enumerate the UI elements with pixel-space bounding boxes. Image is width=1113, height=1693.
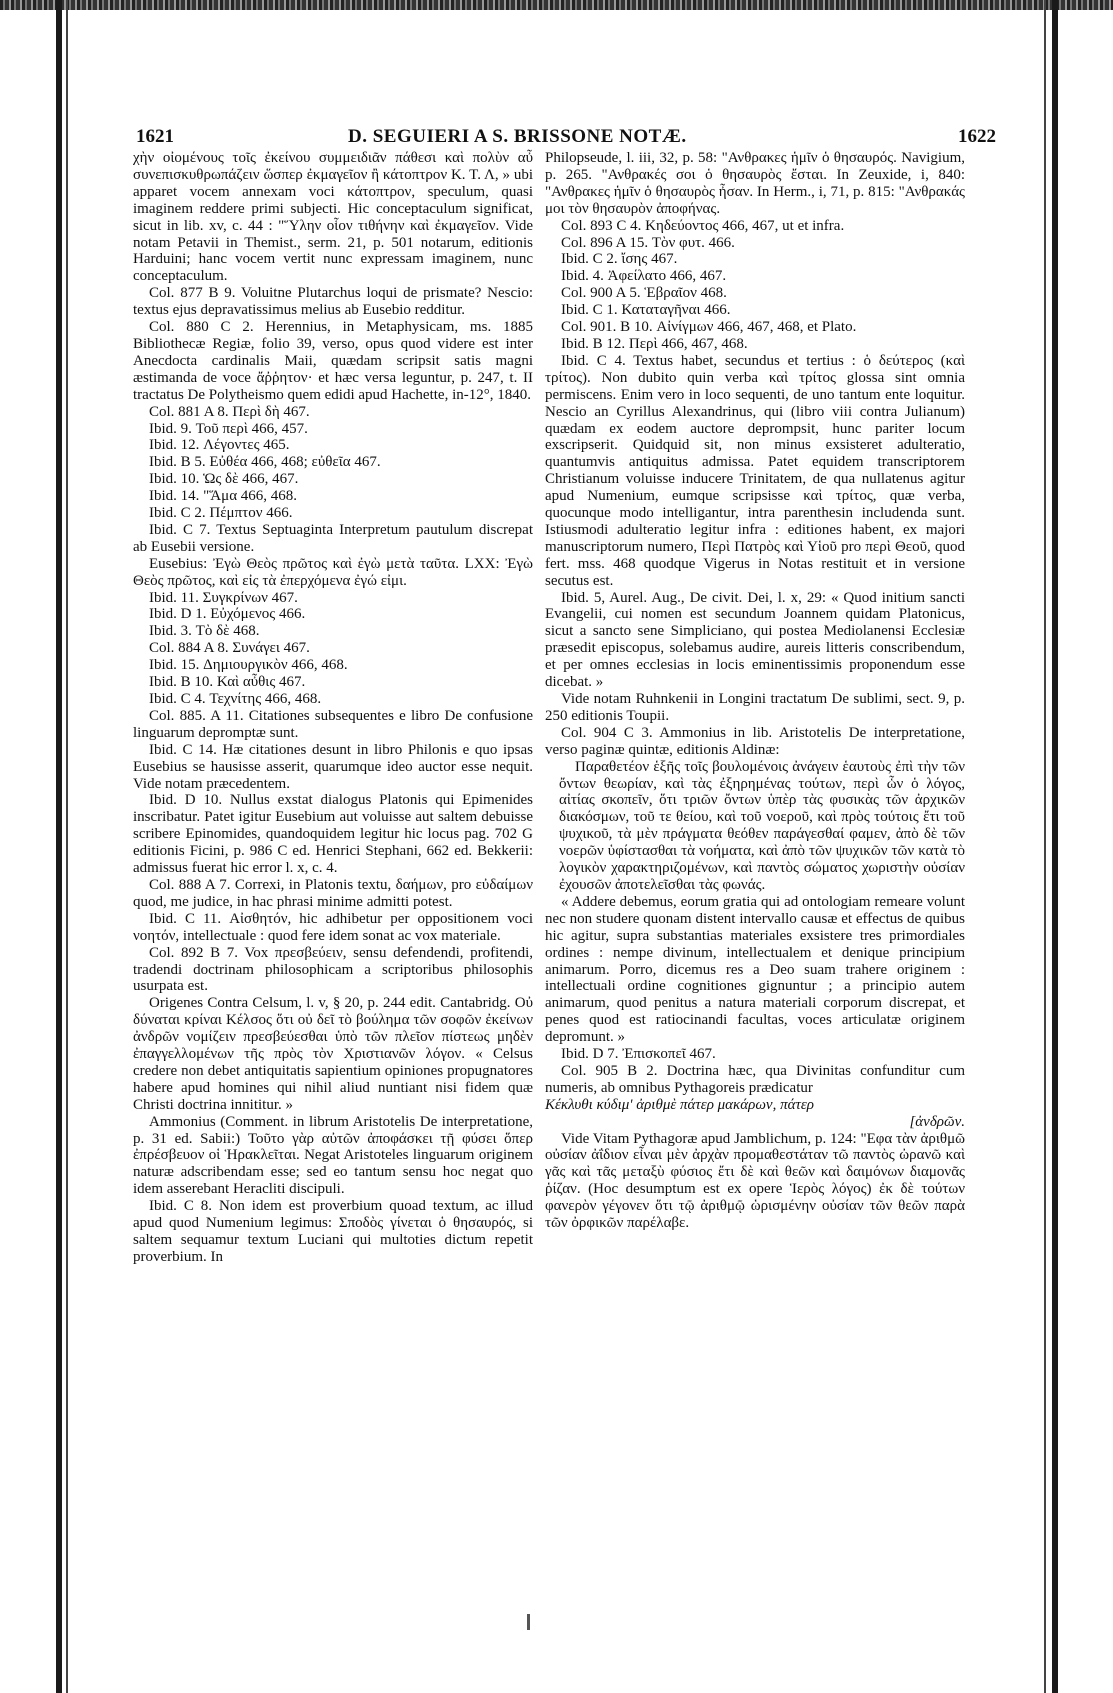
note-entry: Ibid. D 1. Εὐχόμενος 466. xyxy=(149,606,306,623)
note-entry: Col. 884 A 8. Συνάγει 467. xyxy=(149,640,310,657)
note-entry: Ibid. 11. Συγκρίνων 467. xyxy=(149,589,298,606)
note-entry: Col. 881 A 8. Περὶ δὴ 467. xyxy=(149,403,310,420)
scan-border-right-inner xyxy=(1044,0,1046,1693)
note-entry: Ibid. C 4. Τεχνίτης 466, 468. xyxy=(149,691,322,707)
paragraph: Col. 904 C 3. Ammonius in lib. Aristotelis De interpretatione, verso paginæ quintæ, editionis Aldinæ: xyxy=(545,724,965,758)
note-entry: Ibid. D 7. Ἐπισκοπεῖ 467. xyxy=(561,1046,716,1063)
note-entry: Col. 893 C 4. Κηδεύοντος 466, 467, ut et infra. xyxy=(561,217,845,234)
paragraph: Ibid. D 10. Nullus exstat dialogus Platonis qui Epimenides inscribatur. Patet igitur Eusebium aut voluisse aut saltem debuisse scribere Epinomides, quandoquidem legitur hic locus pag. 702 G editionis Ficini, p. 986 C ed. Henrici Stephani, 662 ed. Bekkerii: admissus fuerat hic error l. x, c. 4. xyxy=(133,792,533,877)
paragraph: Ibid. 5, Aurel. Aug., De civit. Dei, l. x, 29: « Quod initium sancti Evangelii, cui nomen est secundum Joannem quidam Platonicus, sicut a sancto sene Simpliciano, qui postea Mediolanensi Ecclesiæ præsedit episcopus, solebamus audire, aureis litteris conscribendum, et per omnes ecclesias in locis eminentissimis proponendum esse dicebat. » xyxy=(545,589,965,691)
scan-border-right xyxy=(1052,0,1058,1693)
note-entry: Col. 900 A 5. Ἑβραῖον 468. xyxy=(561,285,727,302)
note-entry: Ibid. 3. Τὸ δὲ 468. xyxy=(149,623,260,640)
paragraph: Origenes Contra Celsum, l. v, § 20, p. 244 edit. Cantabridg. Οὐ δύναται κρίναι Κέλσος ὅτι οὐ δεῖ τὸ βούλημα τῶν σοφῶν ἐκείνων ἀνδρῶν νομίζειν πρεσβεύεσθαι ὑπὸ τῶν πλεῖον πίστεως μηδὲν ἐπαγγελλομένων τῆς πρὸς τὸν Χριστιανῶν λόγον. « Celsus credere non debet antiquitatis sapientium opiniones propugnatores habere apud homines qui nihil aliud nuntiant nisi fidem quæ Christi doctrina innititur. » xyxy=(133,995,533,1113)
scan-edge-top xyxy=(0,0,1113,10)
paragraph: Ibid. C 8. Non idem est proverbium quoad textum, ac illud apud quod Numenium legimus: Σποδὸς γίνεται ὁ θησαυρός, si saltem sequamur textum Luciani qui multoties dictum repetit proverbium. In xyxy=(133,1198,533,1265)
running-title: D. SEGUIERI A S. BRISSONE NOTÆ. xyxy=(348,126,687,147)
paragraph: Eusebius: Ἐγὼ Θεὸς πρῶτος καὶ ἐγὼ μετὰ ταῦτα. LXX: Ἐγὼ Θεὸς πρῶτος, καὶ εἰς τὰ ἐπερχόμενα ἐγώ εἰμι. xyxy=(133,555,533,589)
running-header xyxy=(120,126,996,152)
paragraph: Col. 888 A 7. Correxi, in Platonis textu, δαήμων, pro εὐδαίμων quod, me judice, in hac phrasi minime admitti potest. xyxy=(133,876,533,910)
note-entry: Ibid. C 1. Καταταγῆναι 466. xyxy=(561,302,731,319)
note-entry: Col. 896 A 15. Τὸν φυτ. 466. xyxy=(561,234,735,251)
paragraph: Philopseude, l. iii, 32, p. 58: "Ανθρακες ἡμῖν ὁ θησαυρός. Navigium, p. 265. "Ανθρακές σοι ὁ θησαυρὸς ἔσται. In Zeuxide, i, 840: "Ανθρακες ἡμῖν ὁ θησαυρὸς ἦσαν. In Herm., i, 71, p. 815: "Ανθρακάς μοι τὸν θησαυρὸν ἀποφήνας. xyxy=(545,150,965,217)
note-entry: Ibid. 14. "Ἅμα 466, 468. xyxy=(149,488,298,505)
verse-line: Κέκλυθι κύδιμ' ἀριθμὲ πάτερ μακάρων, πάτερ xyxy=(545,1096,814,1113)
left-column-number: 1621 xyxy=(136,126,174,147)
scan-border-left-inner xyxy=(66,0,68,1693)
paragraph: Col. 880 C 2. Herennius, in Metaphysicam, ms. 1885 Bibliothecæ Regiæ, folio 39, verso, opus quod videre est inter Anecdocta cardinalis Maii, quædam scripsit satis magni æstimanda de voce ἄῤῥητον· et hæc versa leguntur, p. 247, t. II tractatus De Polytheismo quem edidi apud Hachette, in-12°, 1840. xyxy=(133,319,533,403)
paragraph: Col. 877 B 9. Voluitne Plutarchus loqui de prismate? Nescio: textus ejus depravatissimus melius ab Eusebio redditur. xyxy=(133,285,533,319)
verse-continuation: [ἀνδρῶν. xyxy=(909,1113,965,1130)
note-entry: Ibid. 12. Λέγοντες 465. xyxy=(149,437,290,454)
note-entry: Ibid. B 5. Εὐθέα 466, 468; εὐθεῖα 467. xyxy=(149,454,381,471)
note-entry: Ibid. C 2. ἴσης 467. xyxy=(561,251,678,268)
note-entry: Ibid. B 10. Καὶ αὖθις 467. xyxy=(149,674,306,691)
greek-quotation: Παραθετέον ἑξῆς τοῖς βουλομένοις ἀνάγειν ἑαυτοὺς ἐπὶ τὴν τῶν ὄντων θεωρίαν, καὶ τὰς ἐξηρημένας τούτων, περὶ ὧν ὁ λόγος, αἰτίας σκοπεῖν, ὅτι τριῶν ὄντων ὑπὲρ τὰς φυσικὰς τῶν ἀρχικῶν διακόσμων, τοῦ τε θείου, καὶ τοῦ νοεροῦ, καὶ πρὸς τούτοις ἔτι τοῦ ψυχικοῦ, τὰ μὲν πράγματα θεόθεν παράγεσθαί φαμεν, ἀπὸ δὲ τῶν νοερῶν ὑφίστασθαι τὰ νοήματα, καὶ ἀπὸ τῶν ψυχικῶν τῶν κατὰ τὸ λογικὸν χαρακτηριζομένων, καὶ παντὸς σώματος χωριστὴν οὐσίαν ἐχουσῶν ἀποτελεῖσθαι τὰς φωνάς. xyxy=(559,758,965,893)
paragraph: χὴν οἰομένους τοῖς ἐκείνου συμμειδιᾶν πάθεσι καὶ πολὺν αὖ συνεπισκυθρωπάζειν ὥσπερ ἐκμαγεῖον ἢ κάτοπτρον Κ. Τ. Λ, » ubi apparet vocem annexam voci κάτοπτρον, speculum, quasi imaginem reddere primi subjecti. Hic conceptaculum significat, sicut in lib. xv, c. 44 : "Ὕλην οἷον τιθήνην καὶ ἐκμαγεῖον. Vide notam Petavii in Themist., serm. 21, p. 501 notarum, editionis Harduini; hanc vocem vertit nunc expressam imaginem, nunc conceptaculum. xyxy=(133,150,533,285)
left-column xyxy=(133,150,533,1266)
paragraph: Ibid. C 11. Αἰσθητόν, hic adhibetur per oppositionem voci νοητόν, intellectuale : quod fere idem sonat ac vox materiale. xyxy=(133,910,533,944)
paragraph: Col. 905 B 2. Doctrina hæc, qua Divinitas confunditur cum numeris, ab omnibus Pythagoreis prædicatur xyxy=(545,1062,965,1096)
paragraph: Ibid. C 4. Textus habet, secundus et tertius : ὁ δεύτερος (καὶ τρίτος). Non dubito quin verba καὶ τρίτος glossa sint omnia permiscens. Enim vero in loco sequenti, de uno tantum ente loquitur. Nescio an Cyrillus Alexandrinus, qui (libro viii contra Julianum) quædam ex eodem auctore deprompsit, hunc pariter locum exscripserit. Quidquid sit, non minus exsisteret adulteratio, quantumvis antiquitus admissa. Patet equidem transcriptorem Christianum voluisse inducere Trinitatem, de qua nullatenus agitur apud Numenium, eumque scripsisse καὶ τρίτος, quæ verba, quocunque modo intelligantur, intra parenthesin includenda sunt. Istiusmodi adulteratio legitur infra : editiones habent, ex majori manuscriptorum numero, Περὶ Πατρὸς καὶ Υἱοῦ pro περὶ Θεοῦ, quod fert. mss. 468 quodque Vigerus in Notas restituit et in versione secutus est. xyxy=(545,352,965,589)
paragraph: Ammonius (Comment. in librum Aristotelis De interpretatione, p. 31 ed. Sabii:) Τοῦτο γὰρ αὐτῶν ἀποφάσκει τῇ φύσει ὅπερ ἐπρέσβευον οἱ Ἡρακλεῖται. Negat Aristoteles linguarum originem naturæ adscribendam esse; sed eo tantum sensu hoc negat quo idem asserebant Heracliti discipuli. xyxy=(133,1113,533,1198)
paragraph: Ibid. C 14. Hæ citationes desunt in libro Philonis e quo ipsas Eusebius se hausisse asserit, quarumque ideo auctor esse nequit. Vide notam præcedentem. xyxy=(133,741,533,792)
paragraph: Vide Vitam Pythagoræ apud Jamblichum, p. 124: "Εφα τὰν ἀριθμῶ οὐσίαν ἀΐδιον εἶναι μὲν ἀρχὰν προμαθεστάταν τῶ παντὸς ὠρανῶ καὶ γᾶς καὶ τᾶς μεταξὺ φύσιος ἔτι δὲ καὶ θεῶν καὶ δαιμόνων διαμονᾶς ῥίζαν. (Hoc desumptum est ex opere Ἱερὸς λόγος) ἐκ δὲ τούτων φανερὸν γέγονεν ὅτι τῷ ἀριθμῷ ὡρισμένην οὐσίαν τῶν θεῶν παρὰ τῶν ὀρφικῶν παρέλαβε. xyxy=(545,1130,965,1232)
paragraph: Col. 885. A 11. Citationes subsequentes e libro De confusione linguarum depromptæ sunt. xyxy=(133,707,533,741)
paragraph: Col. 892 B 7. Vox πρεσβεύειν, sensu defendendi, profitendi, tradendi doctrinam philosophicam a scriptoribus philosophis usurpata est. xyxy=(133,944,533,995)
note-entry: Ibid. B 12. Περὶ 466, 467, 468. xyxy=(561,335,748,352)
paragraph: Ibid. C 7. Textus Septuaginta Interpretum pautulum discrepat ab Eusebii versione. xyxy=(133,521,533,555)
paragraph: Vide notam Ruhnkenii in Longini tractatum De sublimi, sect. 9, p. 250 editionis Toupii. xyxy=(545,691,965,724)
note-entry: Ibid. 10. Ὡς δὲ 466, 467. xyxy=(149,471,299,488)
note-entry: Ibid. 9. Τοῦ περὶ 466, 457. xyxy=(149,420,308,437)
note-entry: Col. 901. B 10. Αἰνίγμων 466, 467, 468, et Plato. xyxy=(561,319,857,336)
note-entry: Ibid. 15. Δημιουργικὸν 466, 468. xyxy=(149,657,348,674)
note-entry: Ibid. 4. Ἀφείλατο 466, 467. xyxy=(561,268,727,285)
note-entry: Ibid. C 2. Πέμπτον 466. xyxy=(149,505,293,522)
paragraph: « Addere debemus, eorum gratia qui ad ontologiam remeare volunt nec non studere quonam distent intervallo causæ et effectus de quibus hic agitur, supra substantias materiales exsistere tres primordiales ordines : nempe divinum, intellectualem et denique principium animarum. Porro, dicemus res a Deo suam trahere originem : intellectuali ordine cognitiones gignuntur ; a principio autem animarum, quod penitus a natura materiali corporum discrepat, et penes quod est ratiocinandi facultas, voces articulatæ originem depromunt. » xyxy=(545,893,965,1046)
right-column-number: 1622 xyxy=(958,126,996,147)
scan-border-left xyxy=(56,0,62,1693)
scan-artifact-mark xyxy=(527,1614,530,1630)
right-column xyxy=(545,150,965,1232)
